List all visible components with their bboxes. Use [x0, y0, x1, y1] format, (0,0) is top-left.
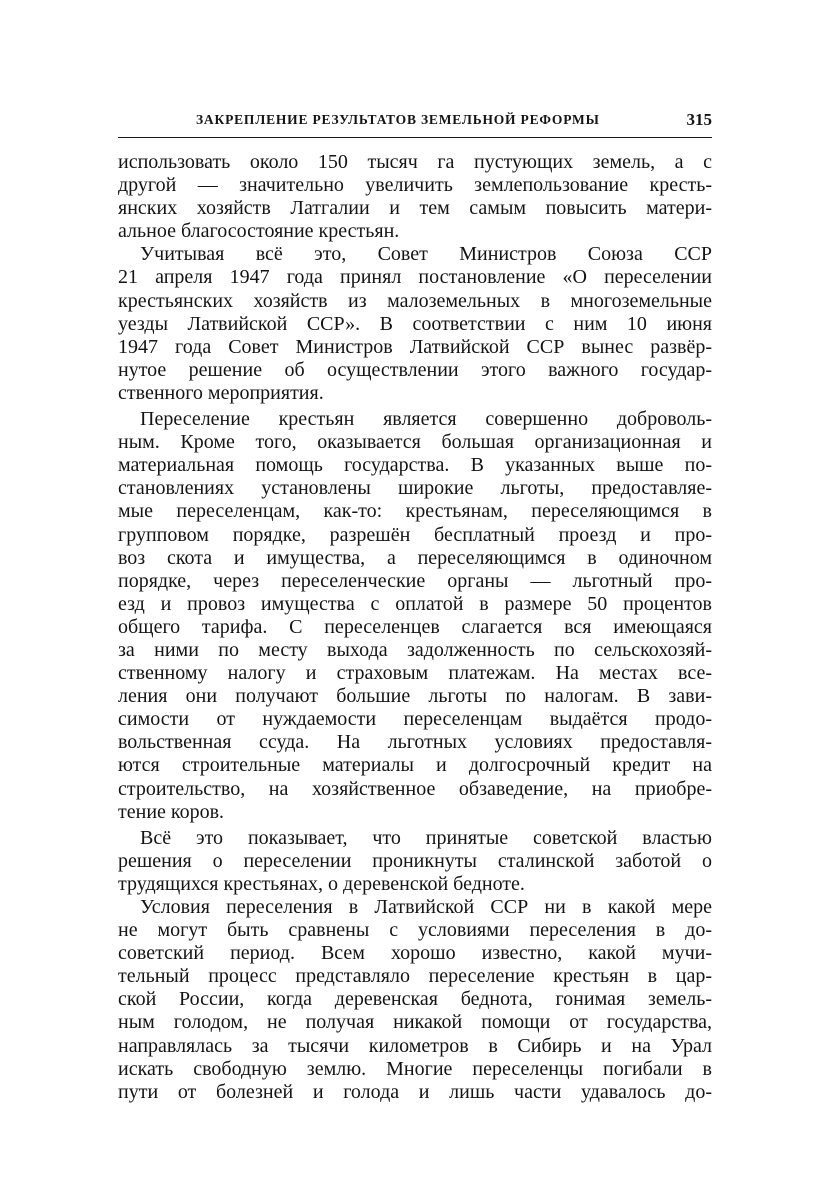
text-line: искать свободную землю. Многие переселенцы погибали в — [118, 1057, 712, 1080]
text-line: 21 апреля 1947 года принял постановление «О переселении — [118, 266, 712, 289]
paragraph — [118, 896, 712, 1104]
text-line: направлялась за тысячи километров в Сибирь и на Урал — [118, 1034, 712, 1057]
text-line: ются строительные материалы и долгосрочный кредит на — [118, 754, 712, 777]
text-line: воз скота и имущества, а переселяющимся в одиночном — [118, 546, 712, 569]
text-line: Всё это показывает, что принятые советской властью — [140, 826, 712, 849]
text-line: пути от болезней и голода и лишь части удавалось до- — [118, 1080, 712, 1103]
text-line: материальная помощь государства. В указанных выше по- — [118, 454, 712, 477]
text-line: советский период. Всем хорошо известно, какой мучи- — [118, 942, 712, 965]
header-rule — [118, 137, 712, 138]
text-line: за ними по месту выхода задолженность по сельскохозяй- — [118, 638, 712, 661]
text-line: альное благосостояние крестьян. — [118, 220, 400, 243]
text-line: Условия переселения в Латвийской ССР ни в какой мере — [140, 896, 712, 918]
text-line: тение коров. — [118, 800, 225, 823]
text-line: ления они получают большие льготы по налогам. В зави- — [118, 685, 712, 708]
text-line: общего тарифа. С переселенцев слагается вся имеющаяся — [118, 615, 712, 638]
text-line: другой — значительно увеличить землепользование кресть- — [118, 174, 712, 197]
page-number: 315 — [686, 110, 712, 129]
page-header — [118, 108, 712, 138]
text-line: симости от нуждаемости переселенцам выдаётся продо- — [118, 708, 712, 731]
text-line: 1947 года Совет Министров Латвийской ССР вынес развёр- — [118, 335, 712, 358]
body-text — [118, 151, 712, 1104]
text-line: Учитывая всё это, Совет Министров Союза ССР — [140, 243, 712, 266]
text-line: ным голодом, не получая никакой помощи от государства, — [118, 1011, 712, 1034]
text-line: янских хозяйств Латгалии и тем самым повысить матери- — [118, 197, 712, 220]
text-line: ской России, когда деревенская беднота, гонимая земель- — [118, 988, 712, 1011]
text-line: не могут быть сравнены с условиями переселения в до- — [118, 919, 712, 942]
paragraph — [118, 151, 712, 243]
text-line: Переселение крестьян является совершенно доброволь- — [140, 408, 712, 431]
paragraph — [118, 243, 712, 405]
text-line: крестьянских хозяйств из малоземельных в многоземельные — [118, 289, 712, 312]
text-line: строительство, на хозяйственное обзаведение, на приобре- — [118, 777, 712, 800]
paragraph — [118, 408, 712, 824]
text-line: становлениях установлены широкие льготы, предоставляе- — [118, 477, 712, 500]
text-line: ственного мероприятия. — [118, 381, 324, 404]
text-line: ственному налогу и страховым платежам. На местах все- — [118, 662, 712, 685]
text-line: тельный процесс представляло переселение крестьян в цар- — [118, 965, 712, 988]
text-line: езд и провоз имущества с оплатой в размере 50 процентов — [118, 592, 712, 615]
text-line: групповом порядке, разрешён бесплатный проезд и про- — [118, 523, 712, 546]
text-line: нутое решение об осуществлении этого важного государ- — [118, 358, 712, 381]
text-line: порядке, через переселенческие органы — льготный про- — [118, 569, 712, 592]
text-line: ным. Кроме того, оказывается большая организационная и — [118, 431, 712, 454]
paragraph — [118, 827, 712, 896]
text-line: использовать около 150 тысяч га пустующих земель, а с — [118, 151, 712, 173]
running-title: ЗАКРЕПЛЕНИЕ РЕЗУЛЬТАТОВ ЗЕМЕЛЬНОЙ РЕФОРМЫ — [196, 112, 600, 127]
text-line: мые переселенцам, как-то: крестьянам, переселяющимся в — [118, 500, 712, 523]
text-line: решения о переселении проникнуты сталинской заботой о — [118, 849, 712, 872]
text-line: уезды Латвийской ССР». В соответствии с ним 10 июня — [118, 312, 712, 335]
text-line: вольственная ссуда. На льготных условиях предоставля- — [118, 731, 712, 754]
text-line: трудящихся крестьянах, о деревенской бедноте. — [118, 872, 525, 895]
